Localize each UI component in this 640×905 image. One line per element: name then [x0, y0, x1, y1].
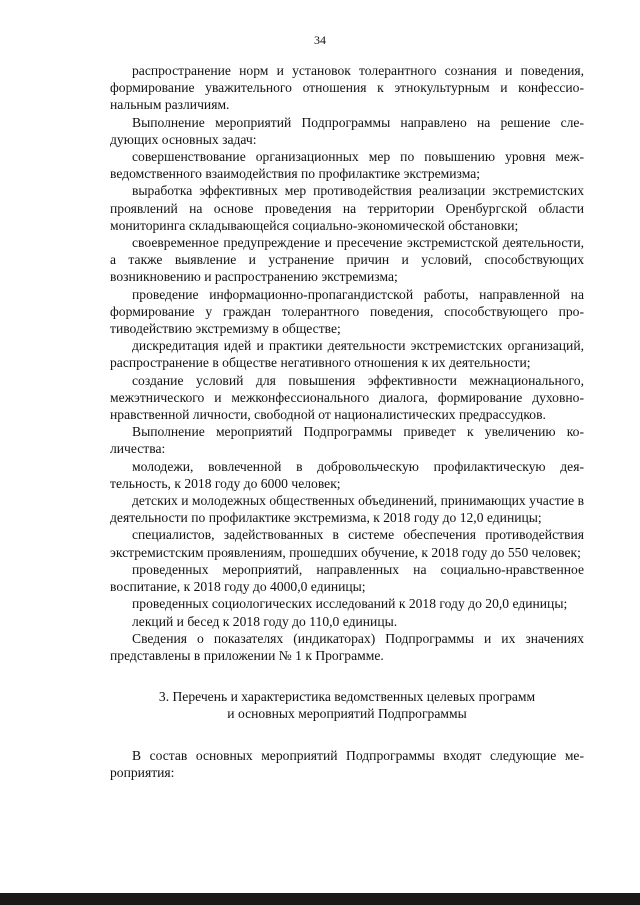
list-item: детских и молодежных общественных объединений, принимающих участие в деятельности по профилактике экстремизма, к 2018 году до 12,0 единицы;	[110, 493, 584, 526]
section-heading-line: 3. Перечень и характеристика ведомственных целевых программ	[158, 689, 536, 705]
scan-bottom-edge	[0, 893, 640, 905]
paragraph: распространение норм и установок толерантного сознания и поведения, формирование уважительного отношения к этнокультурным и конфессиональным различиям.	[110, 63, 584, 113]
list-item: дискредитация идей и практики деятельности экстремистских организаций, распространение в обществе негативного отношения к их деятельности;	[110, 338, 584, 371]
paragraph: Выполнение мероприятий Подпрограммы направлено на решение следующих основных задач:	[110, 114, 584, 147]
section-heading	[110, 688, 584, 722]
paragraph: В состав основных мероприятий Подпрограммы входят следующие мероприятия:	[110, 747, 584, 780]
list-item: проведение информационно-пропагандистской работы, направленной на формирование у граждан толерантного поведения, способствующего противодействию экстремизму в обществе;	[110, 286, 584, 337]
document-body	[110, 62, 584, 781]
list-item: создание условий для повышения эффективности межнационального, межэтнического и межконфессионального диалога, формирование духовно-нравственной личности, свободной от националистических предрассудков.	[110, 372, 584, 423]
paragraph: Сведения о показателях (индикаторах) Подпрограммы и их значениях представлены в приложении № 1 к Программе.	[110, 630, 584, 663]
list-item: молодежи, вовлеченной в добровольческую профилактическую деятельность, к 2018 году до 6000 человек;	[110, 458, 584, 491]
list-item: лекций и бесед к 2018 году до 110,0 единицы.	[132, 613, 398, 629]
page-number: 34	[314, 33, 326, 47]
section-heading-line: и основных мероприятий Подпрограммы	[227, 706, 467, 722]
paragraph: Выполнение мероприятий Подпрограммы приведет к увеличению количества:	[110, 424, 584, 457]
list-item: своевременное предупреждение и пресечение экстремистской деятельности, а также выявление и устранение причин и условий, способствующих возникновению и распространению экстремизма;	[110, 235, 584, 285]
list-item: проведенных социологических исследований к 2018 году до 20,0 единицы;	[132, 596, 568, 612]
list-item: выработка эффективных мер противодействия реализации экстремистских проявлений на основе проведения на территории Оренбургской области мониторинга складывающейся социально-экономической обстановки;	[110, 183, 584, 233]
list-item: специалистов, задействованных в системе обеспечения противодействия экстремистским проявлениям, прошедших обучение, к 2018 году до 550 человек;	[110, 527, 584, 560]
list-item: совершенствование организационных мер по повышению уровня межведомственного взаимодействия по профилактике экстремизма;	[110, 149, 584, 182]
list-item: проведенных мероприятий, направленных на социально-нравственное воспитание, к 2018 году до 4000,0 единицы;	[110, 561, 584, 595]
